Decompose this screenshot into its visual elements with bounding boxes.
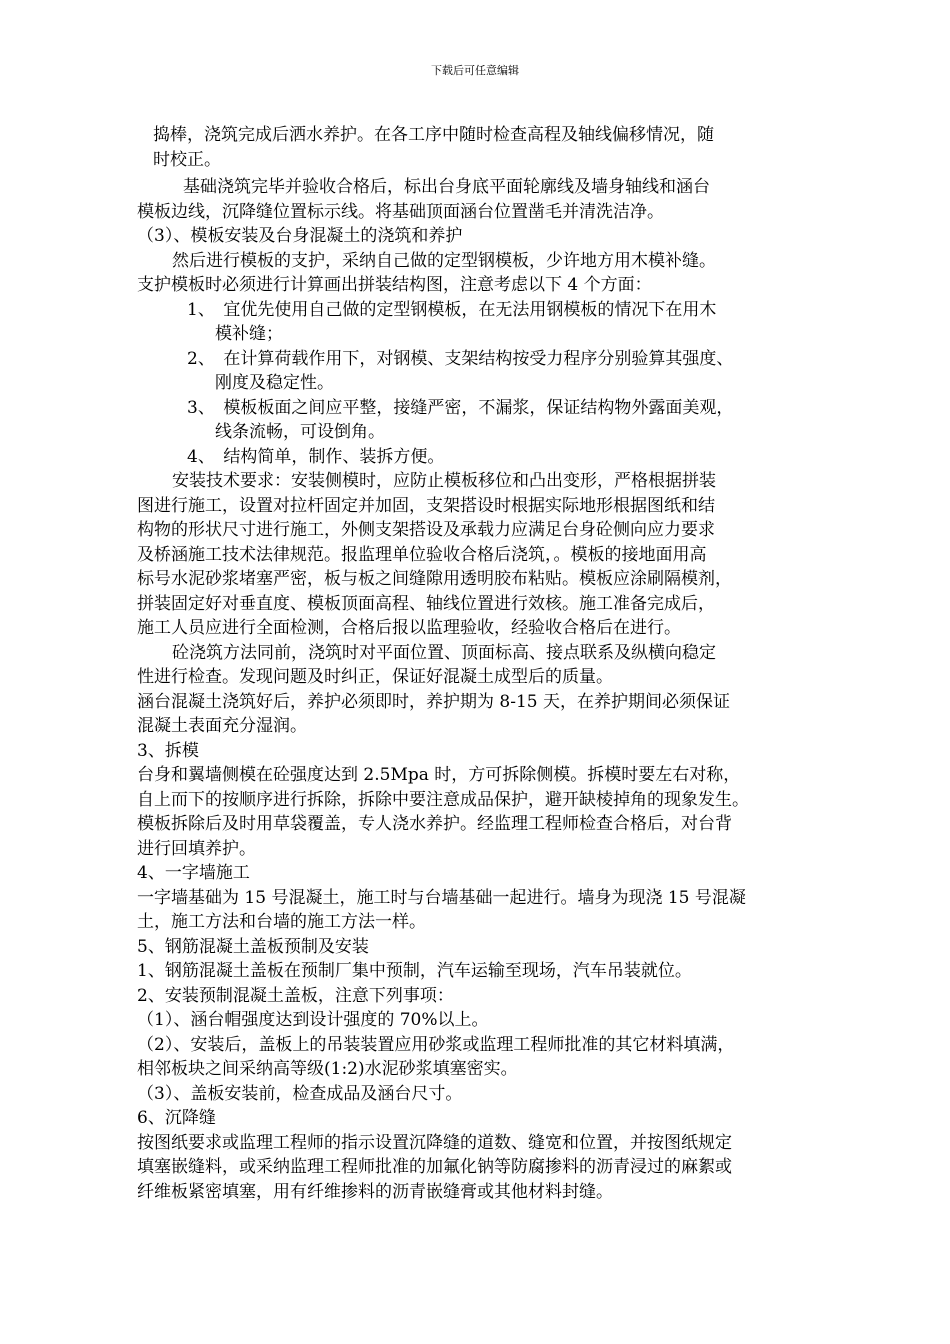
paragraph-line: 模板边线，沉降缝位置标示线。将基础顶面涵台位置凿毛并清洗洁净。 (137, 201, 664, 222)
paragraph-line: 台身和翼墙侧模在砼强度达到 2.5Mpa 时，方可拆除侧模。拆模时要左右对称， (137, 765, 741, 785)
paragraph-line: 自上而下的按顺序进行拆除，拆除中要注意成品保护，避开缺棱掉角的现象发生。 (137, 789, 749, 810)
list-item-continuation: 相邻板块之间采纳高等级(1:2)水泥砂浆填塞密实。 (137, 1059, 518, 1079)
list-item: （2）、安装后，盖板上的吊装装置应用砂浆或监理工程师批准的其它材料填满， (137, 1034, 735, 1055)
paragraph-line: 2、安装预制混凝土盖板，注意下列事项： (137, 985, 454, 1006)
section-heading: 5、钢筋混凝土盖板预制及安装 (137, 936, 369, 957)
paragraph-line: 标号水泥砂浆堵塞严密，板与板之间缝隙用透明胶布粘贴。模板应涂刷隔模剂， (137, 569, 732, 589)
list-item-continuation: 刚度及稳定性。 (215, 373, 334, 393)
list-item-continuation: 模补缝； (215, 324, 283, 344)
paragraph-line: 性进行检查。发现问题及时纠正，保证好混凝土成型后的质量。 (137, 667, 613, 687)
list-item-continuation: 线条流畅，可设倒角。 (215, 422, 385, 442)
paragraph-line: 纤维板紧密填塞，用有纤维掺料的沥青嵌缝膏或其他材料封缝。 (137, 1181, 613, 1202)
paragraph-line: 混凝土表面充分湿润。 (137, 716, 307, 736)
list-item: （3）、盖板安装前，检查成品及涵台尺寸。 (137, 1083, 463, 1104)
list-item: 1、 宜优先使用自己做的定型钢模板，在无法用钢模板的情况下在用木 (187, 299, 717, 320)
paragraph-line: 模板拆除后及时用草袋覆盖，专人浇水养护。经监理工程师检查合格后，对台背 (137, 814, 732, 834)
section-heading: 6、沉降缝 (137, 1108, 216, 1128)
paragraph-line: 及桥涵施工技术法律规范。报监理单位验收合格后浇筑，。模板的接地面用高 (137, 544, 707, 565)
list-item: 3、 模板板面之间应平整，接缝严密，不漏浆，保证结构物外露面美观， (187, 397, 734, 418)
paragraph-line: 支护模板时必须进行计算画出拼装结构图，注意考虑以下 4 个方面： (137, 275, 652, 295)
paragraph-line: 构物的形状尺寸进行施工，外侧支架搭设及承载力应满足台身砼侧向应力要求 (137, 520, 715, 540)
paragraph-line: 捣棒，浇筑完成后洒水养护。在各工序中随时检查高程及轴线偏移情况，随 (153, 125, 714, 145)
section-heading: 3、拆模 (137, 740, 199, 761)
paragraph-line: 按图纸要求或监理工程师的指示设置沉降缝的道数、缝宽和位置，并按图纸规定 (137, 1132, 732, 1153)
paragraph-line: 然后进行模板的支护，采纳自己做的定型钢模板，少许地方用木模补缝。 (172, 250, 716, 271)
paragraph-line: 进行回填养护。 (137, 838, 256, 859)
list-item: 2、 在计算荷载作用下，对钢模、支架结构按受力程序分别验算其强度、 (187, 348, 734, 369)
list-item: （1）、涵台帽强度达到设计强度的 70%以上。 (137, 1010, 489, 1030)
paragraph-line: 施工人员应进行全面检测，合格后报以监理验收，经验收合格后在进行。 (137, 618, 681, 638)
paragraph-line: 图进行施工，设置对拉杆固定并加固，支架搭设时根据实际地形根据图纸和结 (137, 495, 715, 516)
paragraph-line: 基础浇筑完毕并验收合格后，标出台身底平面轮廓线及墙身轴线和涵台 (183, 177, 710, 197)
paragraph-line: 时校正。 (153, 149, 221, 170)
section-heading: 4、一字墙施工 (137, 863, 250, 883)
paragraph-line: 一字墙基础为 15 号混凝土，施工时与台墙基础一起进行。墙身为现浇 15 号混凝 (137, 887, 746, 908)
section-heading: （3）、模板安装及台身混凝土的浇筑和养护 (137, 226, 463, 246)
list-item: 4、 结构简单，制作、装拆方便。 (187, 446, 445, 467)
paragraph-line: 安装技术要求：安装侧模时，应防止模板移位和凸出变形，严格根据拼装 (172, 471, 716, 491)
paragraph-line: 拼装固定好对垂直度、模板顶面高程、轴线位置进行效核。施工准备完成后， (137, 593, 715, 614)
paragraph-line: 填塞嵌缝料，或采纳监理工程师批准的加氟化钠等防腐掺料的沥青浸过的麻絮或 (137, 1157, 732, 1177)
paragraph-line: 土，施工方法和台墙的施工方法一样。 (137, 912, 426, 932)
paragraph-line: 1、钢筋混凝土盖板在预制厂集中预制，汽车运输至现场，汽车吊装就位。 (137, 961, 692, 981)
paragraph-line: 涵台混凝土浇筑好后，养护必须即时，养护期为 8-15 天，在养护期间必须保证 (137, 691, 730, 712)
document-body (137, 123, 817, 1204)
paragraph-line: 砼浇筑方法同前，浇筑时对平面位置、顶面标高、接点联系及纵横向稳定 (172, 642, 716, 663)
page-header: 下载后可任意编辑 (431, 64, 519, 77)
